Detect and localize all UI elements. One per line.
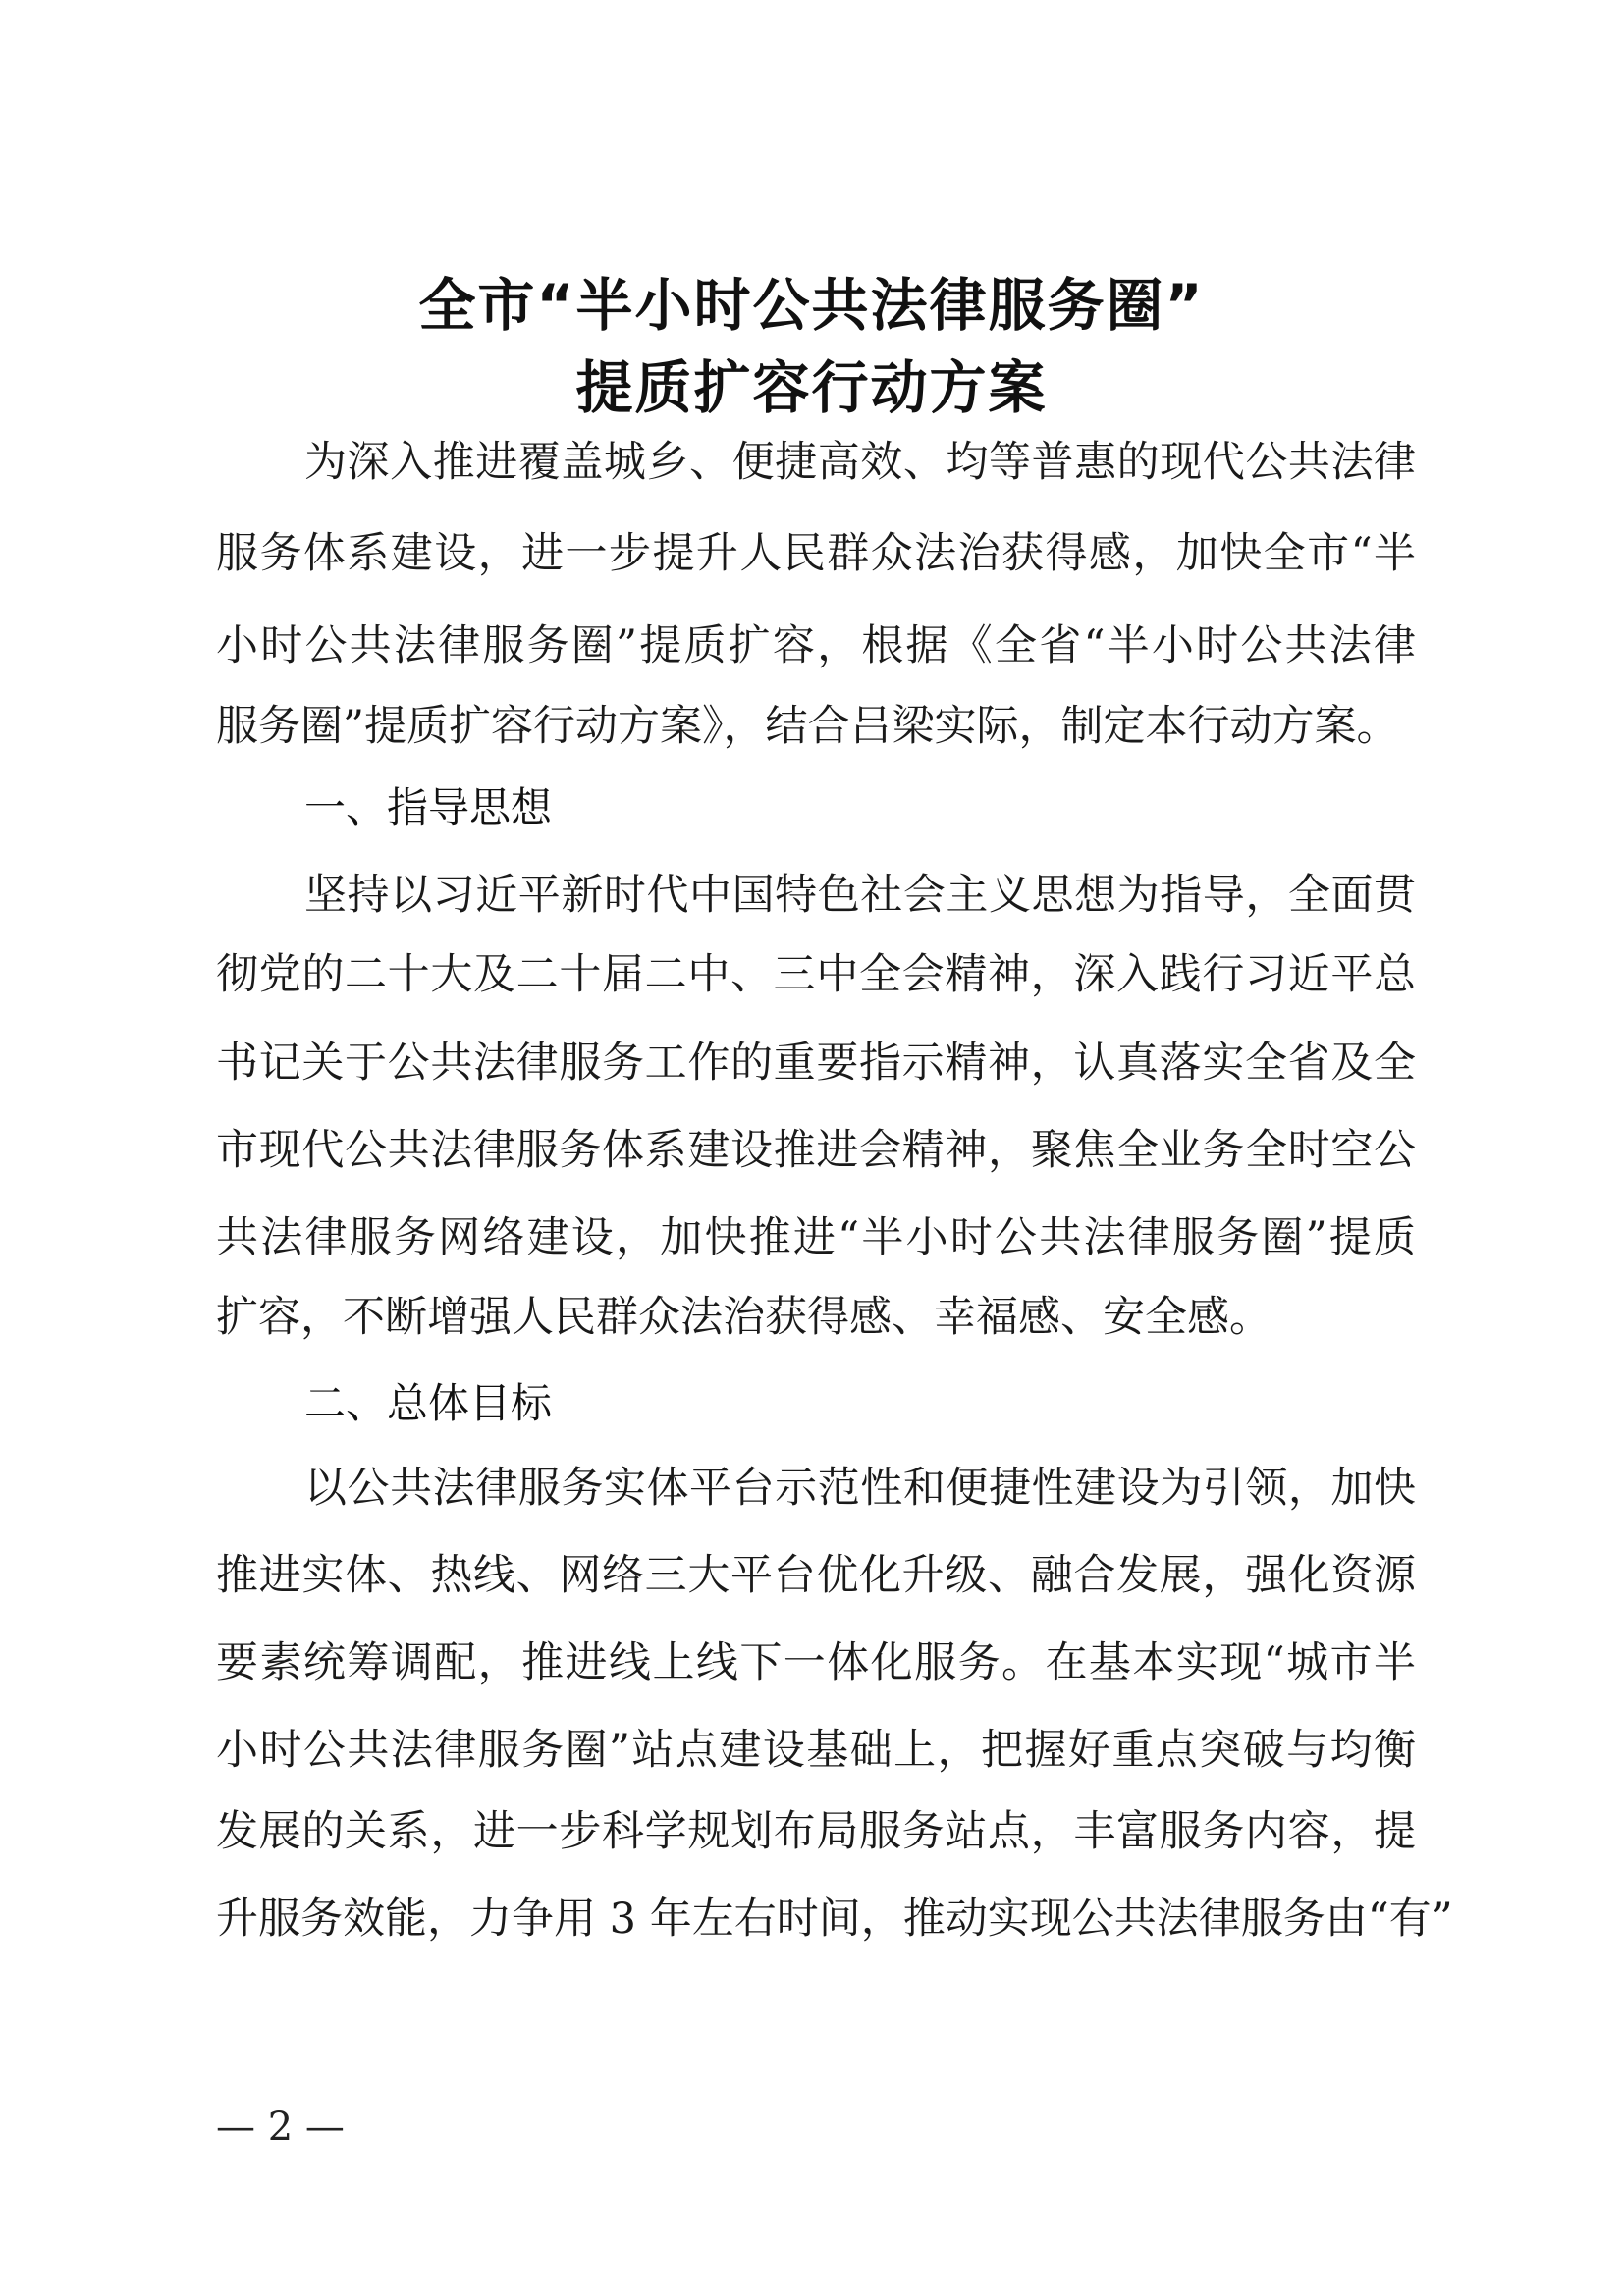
paragraph-line: 坚持以习近平新时代中国特色社会主义思想为指导，全面贯 xyxy=(304,871,1416,920)
paragraph-line: 服务圈”提质扩容行动方案》，结合吕梁实际，制定本行动方案。 xyxy=(216,702,1399,751)
section-heading-guiding-thought: 一、指导思想 xyxy=(304,783,553,831)
paragraph-line: 共法律服务网络建设，加快推进“半小时公共法律服务圈”提质 xyxy=(216,1213,1416,1262)
page-number: — 2 — xyxy=(216,2105,345,2150)
paragraph-line: 要素统筹调配，推进线上线下一体化服务。在基本实现“城市半 xyxy=(216,1638,1416,1687)
paragraph-line: 市现代公共法律服务体系建设推进会精神，聚焦全业务全时空公 xyxy=(216,1126,1416,1175)
paragraph-line: 小时公共法律服务圈”提质扩容，根据《全省“半小时公共法律 xyxy=(216,621,1416,670)
paragraph-line: 服务体系建设，进一步提升人民群众法治获得感，加快全市“半 xyxy=(216,529,1416,578)
paragraph-line: 发展的关系，进一步科学规划布局服务站点，丰富服务内容，提 xyxy=(216,1807,1416,1856)
paragraph-line: 推进实体、热线、网络三大平台优化升级、融合发展，强化资源 xyxy=(216,1551,1416,1600)
paragraph-line: 以公共法律服务实体平台示范性和便捷性建设为引领，加快 xyxy=(304,1464,1416,1513)
paragraph-line: 为深入推进覆盖城乡、便捷高效、均等普惠的现代公共法律 xyxy=(304,438,1416,487)
paragraph-line: 升服务效能，力争用 3 年左右时间，推动实现公共法律服务由“有” xyxy=(216,1895,1453,1944)
section-heading-overall-goal: 二、总体目标 xyxy=(304,1379,553,1427)
document-title-line-1: 全市“半小时公共法律服务圈” xyxy=(418,272,1205,339)
document-title-line-2: 提质扩容行动方案 xyxy=(575,354,1048,421)
paragraph-line: 扩容，不断增强人民群众法治获得感、幸福感、安全感。 xyxy=(216,1293,1271,1342)
paragraph-line: 彻党的二十大及二十届二中、三中全会精神，深入践行习近平总 xyxy=(216,950,1416,999)
paragraph-line: 小时公共法律服务圈”站点建设基础上，把握好重点突破与均衡 xyxy=(216,1726,1416,1775)
paragraph-line: 书记关于公共法律服务工作的重要指示精神，认真落实全省及全 xyxy=(216,1039,1416,1088)
